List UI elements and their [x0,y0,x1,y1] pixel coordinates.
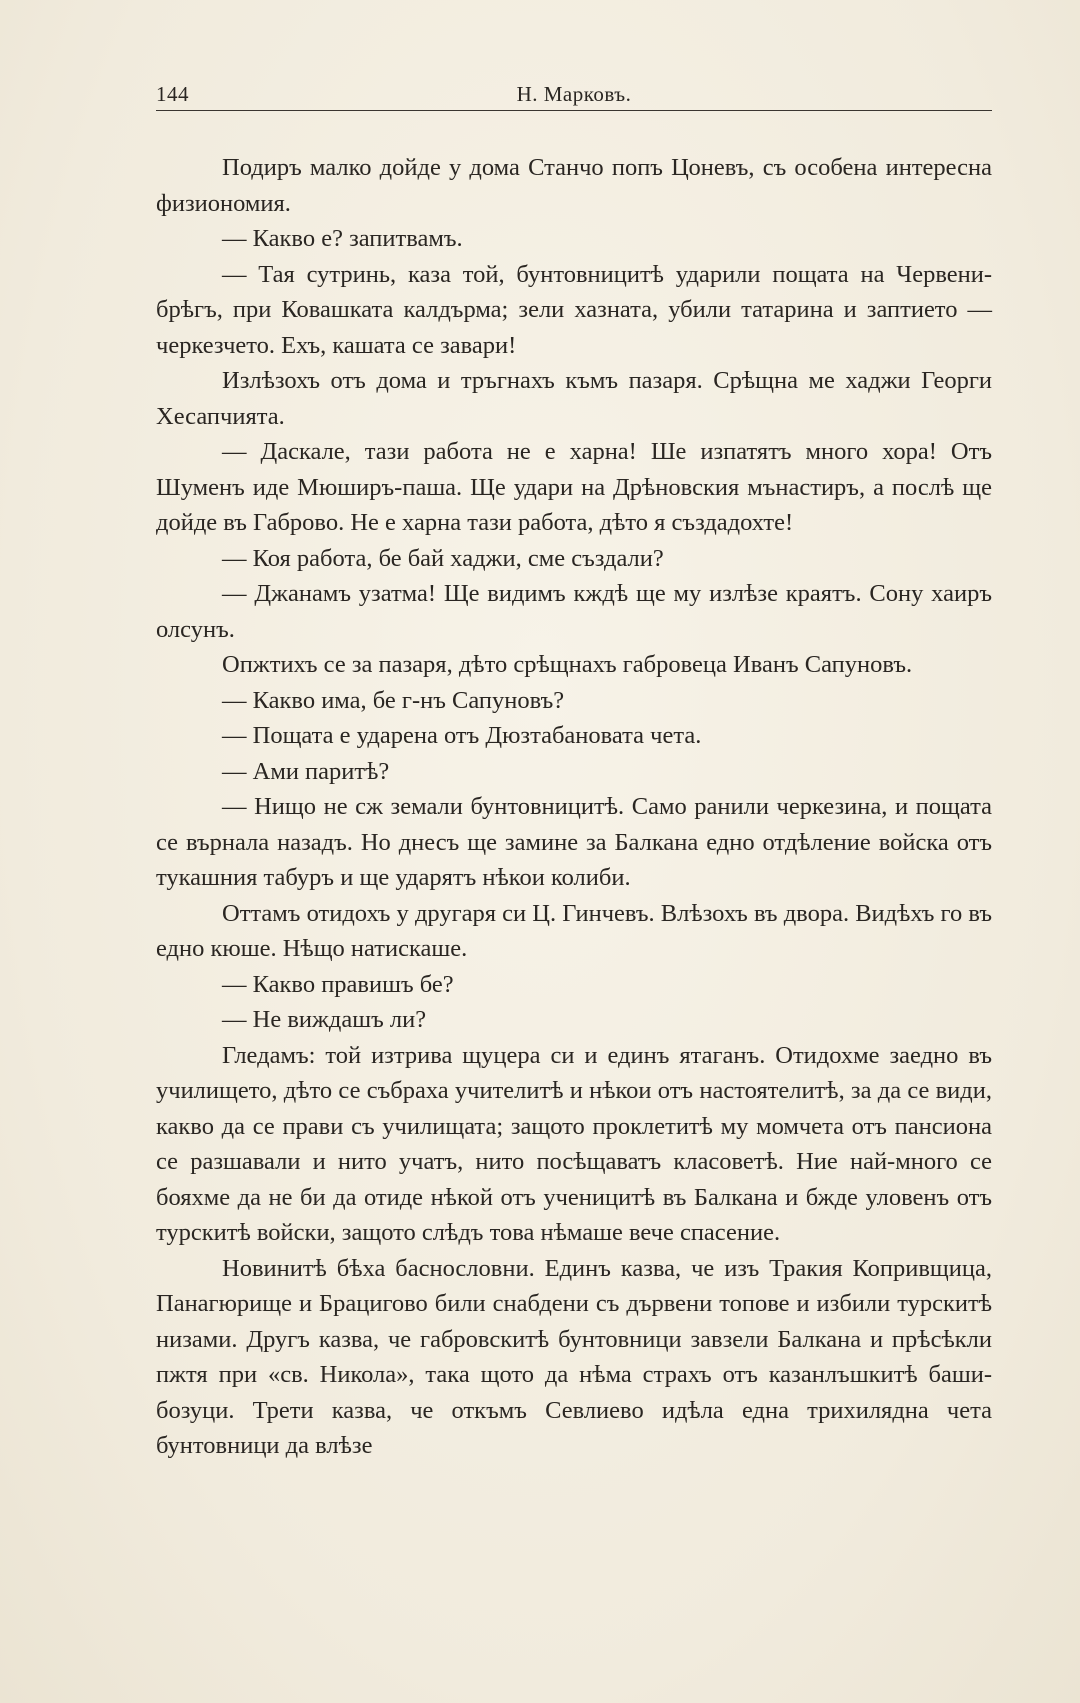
paragraph: — Какво е? запитвамъ. [222,225,463,252]
paragraph: — Какво има, бе г-нъ Сапуновъ? [222,686,565,714]
paragraph: — Пощата е ударена отъ Дюзтабановата чета. [222,722,702,749]
paragraph: Оттамъ отидохъ у другаря си Ц. Гинчевъ. Влѣзохъ въ двора. Видѣхъ го въ едно кюше. Нѣщо натискаше. [156,899,992,962]
paragraph: Новинитѣ бѣха баснословни. Единъ казва, че изъ Тракия Копривщица, Панагюрище и Брацигово били снабдени съ дървени топове и избили турскитѣ низами. Другъ казва, че габровскитѣ бунтовници завзели Балкана и прѣсѣкли пжтя при «св. Никола», така щото да нѣма страхъ отъ казанлъшкитѣ баши-бозуци. Трети казва, че откъмъ Севлиево идѣла една трихилядна чета бунтовници да влѣзе [156,1254,992,1459]
page-number: 144 [156,82,189,106]
body-text [156,150,992,1464]
paragraph: Излѣзохъ отъ дома и тръгнахъ къмъ пазаря. Срѣщна ме хаджи Георги Хесапчията. [156,367,992,430]
page-header [156,78,992,112]
paragraph: — Не виждашъ ли? [222,1006,427,1033]
paragraph: — Ами паритѣ? [222,757,390,785]
paragraph: — Какво правишъ бе? [222,970,454,998]
running-head: Н. Марковъ. [516,82,632,106]
paragraph: — Тая сутринь, каза той, бунтовницитѣ ударили пощата на Червени-брѣгъ, при Ковашката калдърма; зели хазната, убили татарина и заптието — черкезчето. Ехъ, кашата се завари! [156,260,992,359]
paragraph: — Даскале, тази работа не е харна! Ше изпатятъ много хора! Отъ Шуменъ иде Мюширъ-паша. Ще удари на Дрѣновския мънастиръ, а послѣ ще дойде въ Габрово. Не е харна тази работа, дѣто я създадохте! [156,438,992,536]
paragraph: Подиръ малко дойде у дома Станчо попъ Цоневъ, съ особена интересна физиономия. [156,154,992,217]
header-rule [156,110,992,111]
paragraph: — Коя работа, бе бай хаджи, сме създали? [222,544,664,572]
paragraph: — Джанамъ узатма! Ще видимъ кждѣ ще му излѣзе краятъ. Сону хаиръ олсунъ. [156,580,992,643]
paragraph: Гледамъ: той изтрива щуцера си и единъ ятаганъ. Отидохме заедно въ училището, дѣто се събраха учителитѣ и нѣкои отъ настоятелитѣ, за да се види, какво да се прави съ училищата; защото проклетитѣ му момчета отъ пансиона се разшавали и нито учатъ, нито посѣщаватъ класоветѣ. Ние най-много се бояхме да не би да отиде нѣкой отъ ученицитѣ въ Балкана и бжде уловенъ отъ турскитѣ войски, защото слѣдъ това нѣмаше вече спасение. [156,1041,992,1246]
paragraph: — Нищо не сж земали бунтовницитѣ. Само ранили черкезина, и пощата се върнала назадъ. Но днесъ ще замине за Балкана едно отдѣление войска отъ тукашния табуръ и ще ударятъ нѣкои колиби. [156,793,992,891]
paragraph: Опжтихъ се за пазаря, дѣто срѣщнахъ габровеца Иванъ Сапуновъ. [222,651,913,678]
